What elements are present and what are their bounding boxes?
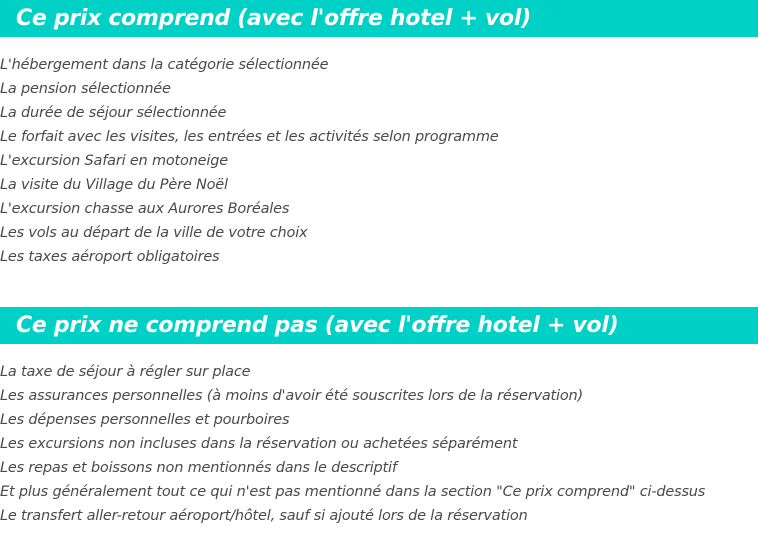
excluded-list	[0, 360, 758, 528]
list-item: La durée de séjour sélectionnée	[0, 105, 227, 121]
list-item: Les repas et boissons non mentionnés dans le descriptif	[0, 460, 397, 476]
list-item: Le forfait avec les visites, les entrées et les activités selon programme	[0, 129, 499, 145]
list-item: Les assurances personnelles (à moins d'avoir été souscrites lors de la réservation)	[0, 388, 583, 404]
list-item: La visite du Village du Père Noël	[0, 177, 228, 193]
included-list	[0, 53, 758, 269]
list-item: L'excursion Safari en motoneige	[0, 153, 228, 169]
list-item: Les taxes aéroport obligatoires	[0, 249, 220, 265]
list-item: Les vols au départ de la ville de votre choix	[0, 225, 308, 241]
included-section-title: Ce prix comprend (avec l'offre hotel + vol)	[0, 0, 758, 37]
list-item: L'excursion chasse aux Aurores Boréales	[0, 201, 290, 217]
list-item: La pension sélectionnée	[0, 81, 171, 97]
list-item: L'hébergement dans la catégorie sélectionnée	[0, 57, 329, 73]
list-item: La taxe de séjour à régler sur place	[0, 364, 251, 380]
list-item: Et plus généralement tout ce qui n'est pas mentionné dans la section "Ce prix comprend" ci-dessus	[0, 484, 706, 500]
list-item: Le transfert aller-retour aéroport/hôtel, sauf si ajouté lors de la réservation	[0, 508, 528, 524]
excluded-section-title: Ce prix ne comprend pas (avec l'offre hotel + vol)	[0, 307, 758, 344]
list-item: Les excursions non incluses dans la réservation ou achetées séparément	[0, 436, 518, 452]
list-item: Les dépenses personnelles et pourboires	[0, 412, 290, 428]
